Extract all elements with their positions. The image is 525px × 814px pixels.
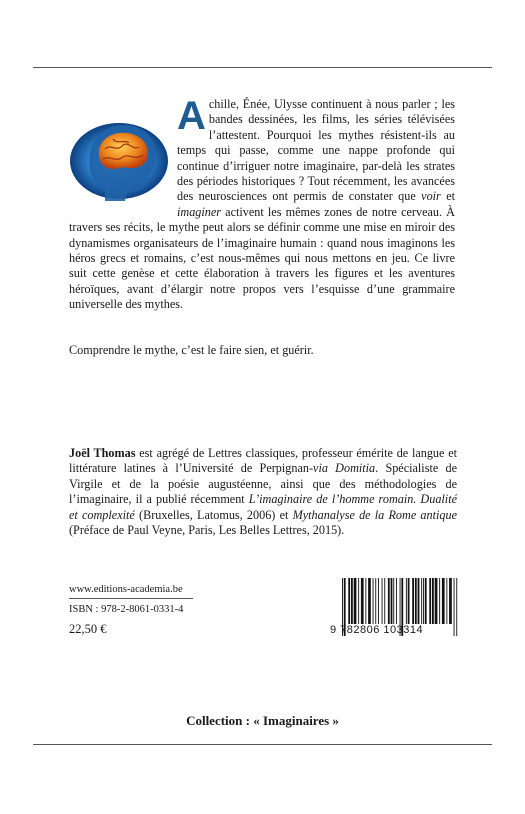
blurb-emph-imaginer: imaginer [177, 204, 222, 219]
barcode-bar [435, 578, 438, 624]
barcode-bar [432, 578, 434, 624]
barcode-bar [351, 578, 353, 624]
barcode-bar [382, 578, 383, 624]
barcode-bar [418, 578, 420, 624]
barcode-bar [361, 578, 364, 624]
barcode-bar [421, 578, 422, 624]
barcode-bar [358, 578, 359, 624]
blurb-maxim: Comprendre le mythe, c’est le faire sien, et guérir. [69, 343, 314, 357]
barcode-bar [365, 578, 366, 624]
top-divider [33, 67, 492, 68]
publisher-website: www.editions-academia.be [69, 584, 183, 595]
barcode-bar [429, 578, 431, 624]
price: 22,50 € [69, 622, 107, 636]
barcode-bar [396, 578, 397, 624]
drop-cap: A [177, 94, 206, 138]
barcode-bar [423, 578, 424, 624]
barcode-bar [375, 578, 376, 624]
bio-university-suffix: via Domitia [313, 461, 376, 476]
barcode-bar [373, 578, 374, 624]
barcode-bar [384, 578, 385, 624]
author-bio [69, 446, 457, 538]
barcode-bar [439, 578, 440, 624]
illustration-spacer [69, 97, 177, 205]
barcode-bar [393, 578, 394, 624]
barcode-bar [408, 578, 410, 624]
barcode-bar [348, 578, 350, 624]
barcode-bar [388, 578, 390, 624]
author-name: Joël Thomas [69, 446, 136, 460]
blurb-text-1: chille, Énée, Ulysse continuent à nous parler ; les bandes dessinées, les films, les séries télévisées l’attestent. Pourquoi les mythes résistent-ils au temps qui passe, comme une nappe profonde qui continue d’irriguer notre imaginaire, par-delà les strates des périodes historiques ? Tout récemment, les avancées des neurosciences ont permis de constater que [177, 97, 455, 204]
barcode-bar [412, 578, 414, 624]
barcode-bar [354, 578, 357, 624]
bio-book-title-1: L’imaginaire de l’homme romain. Dualité et complexité [69, 492, 457, 522]
barcode-bar [378, 578, 379, 624]
blurb-text-3: activent les mêmes zones de notre cerveau. À travers ses récits, le mythe peut alors se définir comme une mise en miroir des dynamismes organisateurs de l’imaginaire humain : quand nous imaginons les héros grecs et romains, c’est nous-mêmes qui nous mettons en jeu. Ce livre suit cette genèse et cette élaboration à travers les figures et les aventures héroïques, avant d’élargir notre propos vers l’esquisse d’une grammaire universelle des mythes. [69, 204, 455, 312]
barcode-digits: 9 782806 103314 [330, 624, 424, 636]
bio-text-1: est agrégé de Lettres classiques, professeur émérite de langue et littérature latines à l’Université de Perpignan- [69, 446, 457, 476]
barcode-bar [406, 578, 407, 624]
bio-text-2: . Spécialiste de Virgile et de la poésie augustéenne, ainsi que des méthodologies de l’imaginaire, il a publié récemment [69, 461, 457, 507]
bio-book-title-2: Mythanalyse de la Rome antique [292, 507, 457, 522]
isbn: ISBN : 978-2-8061-0331-4 [69, 604, 184, 615]
blurb-text-2: et [440, 189, 455, 204]
website-underline [69, 598, 193, 599]
barcode-bar [425, 578, 427, 624]
bio-text-4: (Préface de Paul Veyne, Paris, Les Belles Lettres, 2015). [69, 523, 345, 538]
blurb-emph-voir: voir [421, 189, 441, 204]
bottom-divider [33, 744, 492, 745]
collection-title: Collection : « Imaginaires » [186, 713, 339, 728]
barcode-bar [446, 578, 447, 624]
barcode-bar [415, 578, 417, 624]
barcode-bar [391, 578, 393, 624]
barcode-bar [442, 578, 445, 624]
back-cover-blurb [69, 94, 455, 313]
barcode-bar [368, 578, 371, 624]
barcode-bar [449, 578, 452, 624]
bio-text-3: (Bruxelles, Latomus, 2006) et [134, 507, 293, 522]
